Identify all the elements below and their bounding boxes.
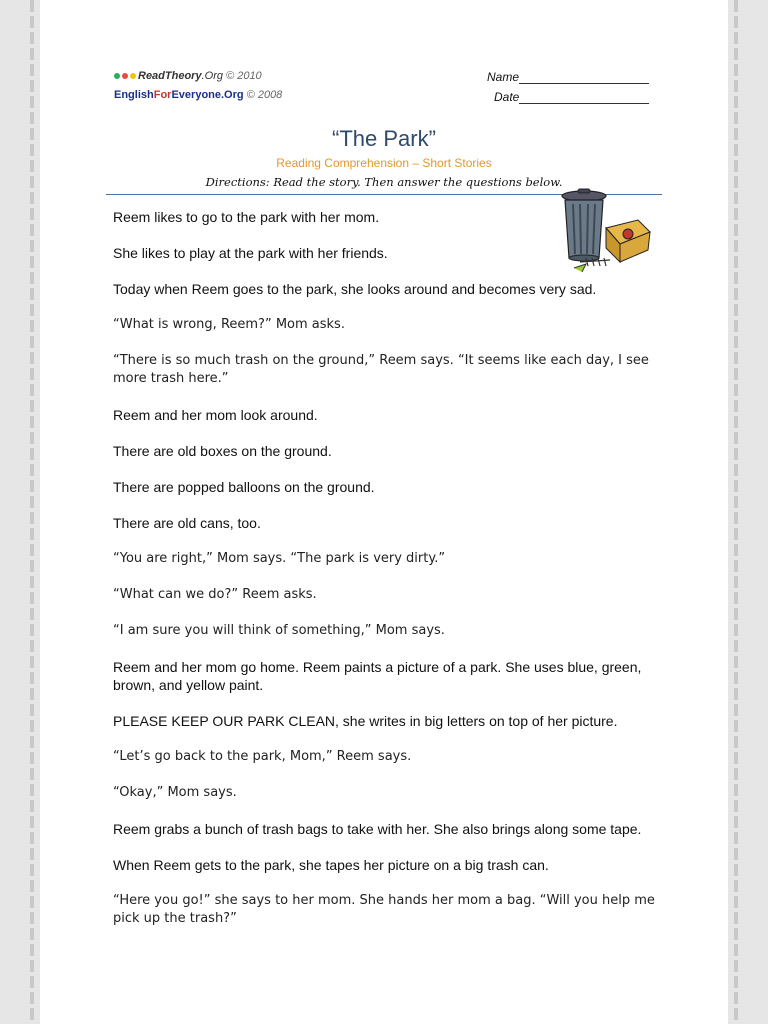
story-paragraph: PLEASE KEEP OUR PARK CLEAN, she writes in big letters on top of her picture. bbox=[113, 713, 618, 729]
story-paragraph: There are popped balloons on the ground. bbox=[113, 479, 375, 495]
story-paragraph: Reem likes to go to the park with her mom. bbox=[113, 209, 380, 225]
efe-logo bbox=[114, 89, 282, 101]
readtheory-logo bbox=[114, 70, 282, 82]
readtheory-copyright: © 2010 bbox=[226, 70, 262, 82]
story-paragraph: “Okay,” Mom says. bbox=[113, 785, 237, 800]
story-paragraph: “I am sure you will think of something,” Mom says. bbox=[113, 623, 445, 638]
worksheet-page bbox=[40, 0, 728, 1024]
right-border bbox=[734, 0, 738, 1024]
story-paragraph: There are old cans, too. bbox=[113, 515, 261, 531]
story-paragraph: “What is wrong, Reem?” Mom asks. bbox=[113, 317, 345, 332]
date-line[interactable] bbox=[519, 92, 649, 104]
efe-english: English bbox=[114, 89, 154, 101]
name-label: Name bbox=[487, 70, 520, 84]
brand-logos bbox=[114, 70, 282, 101]
efe-for: For bbox=[153, 89, 172, 101]
efe-everyone: Everyone.Org bbox=[171, 89, 244, 101]
name-date-fields bbox=[487, 70, 649, 110]
story-paragraph: There are old boxes on the ground. bbox=[113, 443, 332, 459]
story-title: “The Park” bbox=[332, 126, 436, 151]
name-line[interactable] bbox=[519, 72, 649, 84]
readtheory-org: .Org bbox=[201, 70, 223, 82]
story-paragraph: “Here you go!” she says to her mom. She hands her mom a bag. “Will you help me pick up the trash?” bbox=[113, 893, 655, 926]
readtheory-name: ReadTheory bbox=[138, 70, 202, 82]
story-paragraph: “You are right,” Mom says. “The park is very dirty.” bbox=[113, 551, 446, 566]
story-paragraph: Reem and her mom look around. bbox=[113, 407, 318, 423]
story-paragraph: She likes to play at the park with her friends. bbox=[113, 245, 388, 261]
story-paragraph: “There is so much trash on the ground,” Reem says. “It seems like each day, I see more trash here.” bbox=[113, 353, 649, 386]
date-label: Date bbox=[494, 90, 520, 104]
story-body bbox=[113, 208, 673, 946]
story-paragraph: Today when Reem goes to the park, she looks around and becomes very sad. bbox=[113, 281, 597, 297]
directions: Directions: Read the story. Then answer the questions below. bbox=[205, 175, 563, 189]
story-paragraph: When Reem gets to the park, she tapes her picture on a big trash can. bbox=[113, 857, 549, 873]
left-border bbox=[30, 0, 34, 1024]
story-paragraph: “Let’s go back to the park, Mom,” Reem says. bbox=[113, 749, 412, 764]
efe-copyright: © 2008 bbox=[246, 89, 283, 101]
story-subtitle: Reading Comprehension – Short Stories bbox=[276, 156, 492, 170]
story-paragraph: Reem grabs a bunch of trash bags to take with her. She also brings along some tape. bbox=[113, 821, 642, 837]
story-paragraph: “What can we do?” Reem asks. bbox=[113, 587, 317, 602]
story-paragraph: Reem and her mom go home. Reem paints a picture of a park. She uses blue, green, brown, and yellow paint. bbox=[113, 659, 642, 693]
dots-icon bbox=[114, 70, 138, 82]
